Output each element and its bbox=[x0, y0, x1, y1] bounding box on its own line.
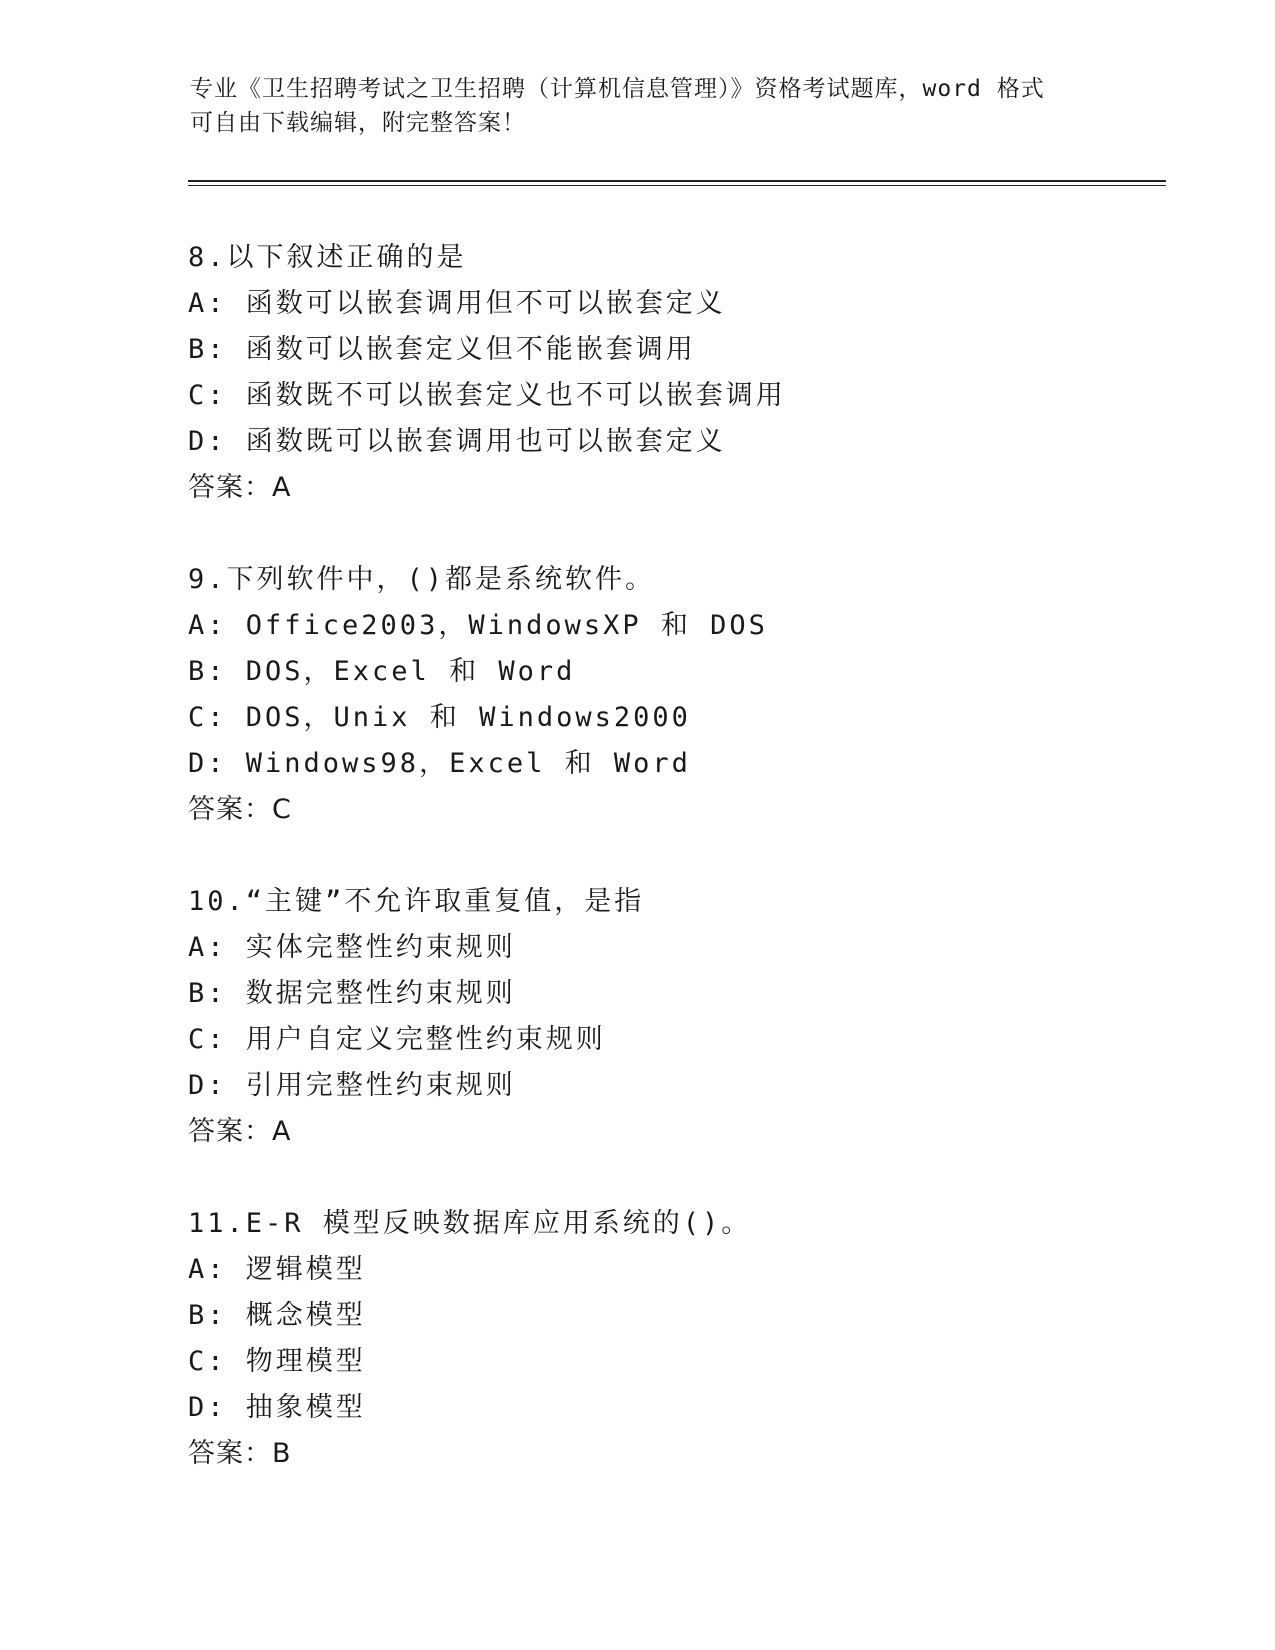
option-b: B: 函数可以嵌套定义但不能嵌套调用 bbox=[188, 334, 696, 365]
option-d: D: 抽象模型 bbox=[188, 1392, 366, 1423]
option-d: D: Windows98，Excel 和 Word bbox=[188, 748, 691, 779]
question-list bbox=[188, 235, 1148, 1523]
header-rule-thick bbox=[188, 180, 1166, 182]
option-c: C: DOS，Unix 和 Windows2000 bbox=[188, 702, 691, 733]
question-stem: 9.下列软件中，()都是系统软件。 bbox=[188, 564, 656, 595]
question-stem: 10.“主键”不允许取重复值，是指 bbox=[188, 886, 645, 917]
option-a: A: 函数可以嵌套调用但不可以嵌套定义 bbox=[188, 288, 726, 319]
option-c: C: 物理模型 bbox=[188, 1346, 366, 1377]
answer-line: 答案：A bbox=[188, 472, 292, 503]
question-stem: 8.以下叙述正确的是 bbox=[188, 242, 467, 273]
option-a: A: Office2003，WindowsXP 和 DOS bbox=[188, 610, 768, 641]
document-header bbox=[190, 72, 1090, 140]
header-rule-thin bbox=[188, 185, 1166, 186]
option-a: A: 实体完整性约束规则 bbox=[188, 932, 516, 963]
header-line-1: 专业《卫生招聘考试之卫生招聘（计算机信息管理）》资格考试题库，word 格式 bbox=[190, 76, 1045, 102]
question-8 bbox=[188, 235, 1148, 511]
option-b: B: 概念模型 bbox=[188, 1300, 366, 1331]
option-d: D: 引用完整性约束规则 bbox=[188, 1070, 516, 1101]
option-c: C: 函数既不可以嵌套定义也不可以嵌套调用 bbox=[188, 380, 786, 411]
option-c: C: 用户自定义完整性约束规则 bbox=[188, 1024, 606, 1055]
answer-line: 答案：B bbox=[188, 1438, 292, 1469]
option-a: A: 逻辑模型 bbox=[188, 1254, 366, 1285]
option-b: B: DOS，Excel 和 Word bbox=[188, 656, 576, 687]
question-9 bbox=[188, 557, 1148, 833]
option-b: B: 数据完整性约束规则 bbox=[188, 978, 516, 1009]
question-10 bbox=[188, 879, 1148, 1155]
answer-line: 答案：A bbox=[188, 1116, 292, 1147]
answer-line: 答案：C bbox=[188, 794, 292, 825]
header-line-2: 可自由下载编辑，附完整答案！ bbox=[190, 110, 526, 136]
question-11 bbox=[188, 1201, 1148, 1477]
question-stem: 11.E-R 模型反映数据库应用系统的()。 bbox=[188, 1208, 752, 1239]
option-d: D: 函数既可以嵌套调用也可以嵌套定义 bbox=[188, 426, 726, 457]
